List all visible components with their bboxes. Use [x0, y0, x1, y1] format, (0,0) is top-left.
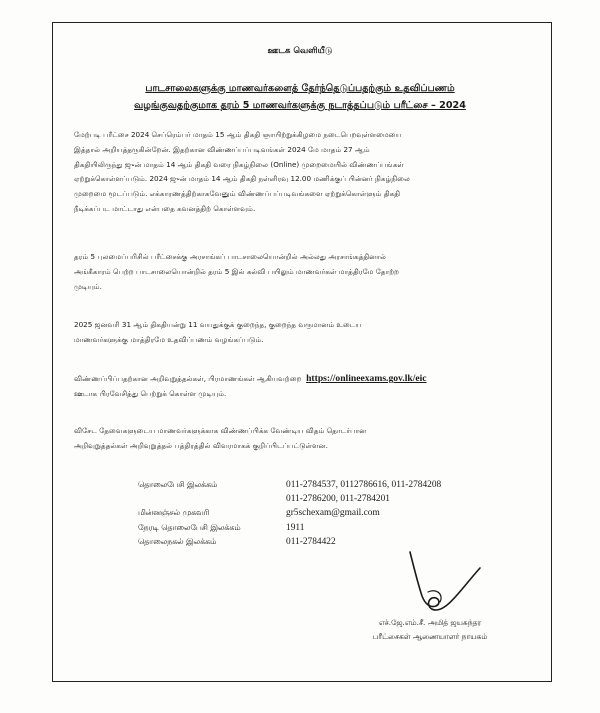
paragraph-line: ஏற்றுக்கொள்ளப்படும். 2024 ஜுன் மாதம் 14 ஆம் திகதி நள்ளிரவு 12.00 மணிக்குப் பின்னர் நிகழ்நிலை — [74, 174, 410, 184]
contact-row — [138, 535, 441, 549]
contact-value: 011-2784537, 0112786616, 011-2784208 — [286, 480, 442, 490]
handwritten-signature — [392, 548, 492, 618]
contact-label — [138, 492, 286, 506]
contact-row — [138, 506, 441, 520]
contact-value: gr5schexam@gmail.com — [286, 508, 380, 519]
paragraph-line: விசேட தேவைகளுடைய மாணவர்களுக்காக விண்ணப்பிக்க வேண்டிய விதம் தொடர்பான — [74, 426, 367, 435]
contact-value: 011-2786200, 011-2784201 — [286, 494, 390, 505]
contact-label: தொலைபேசி இலக்கம் — [138, 480, 218, 489]
paragraph-instructions — [74, 372, 526, 402]
paragraph-line: முடியும். — [74, 281, 102, 291]
paragraph-line — [74, 372, 526, 387]
paragraph-line: முறைமை மூடப்படும். எக்காரணத்திற்காகவேனும் விண்ணப்பப்படிவங்களை ஏற்றுக்கொள்ளும் திகதி — [74, 189, 401, 199]
paragraph-line: ஊடாக பிரவேசித்து பெற்றுக் கொள்ள முடியும். — [74, 388, 227, 398]
signatory-name: எச்.ஜே.எம்.சீ. அமித் ஜயசுந்தர — [378, 618, 482, 627]
contact-label: தொலைநகல் இலக்கம் — [138, 536, 217, 546]
signatory-title: பரீட்சைகள் ஆணையாளர் நாயகம் — [372, 632, 488, 641]
contact-row — [138, 492, 441, 506]
paragraph-line: அறிவுறுத்தல்கள் அறிவுறுத்தல் பத்திரத்தில் விவரமாகக் குறிப்பிடப்பட்டுள்ளன. — [74, 440, 328, 450]
paragraph-line: திகதியிலிருந்து ஜுன் மாதம் 14 ஆம் திகதி வரை நிகழ்நிலை (Online) முறைமையில் விண்ணப்பங்கள் — [74, 159, 404, 169]
paragraph-line: இத்தால் அறியத்தருகின்றேன். இதற்கான விண்ணப்பப்படிவங்கள் 2024 மே மாதம் 27 ஆம் — [74, 144, 370, 154]
exam-website-link[interactable]: https://onlineexams.gov.lk/eic — [306, 373, 427, 384]
signatory-block — [360, 616, 500, 644]
paragraph-special-needs — [74, 424, 526, 454]
contact-label: மின்னஞ்சல் முகவரி — [138, 508, 210, 518]
paragraph-exam-date — [74, 128, 526, 217]
contact-row — [138, 478, 441, 492]
paragraph-line: நீடிக்கப்பட மாட்டாது என்பதை கவனத்திற் கொள்ளவும். — [74, 203, 256, 213]
paragraph-line: தரம் 5 புலமைப்பரிசில் பரீட்சைக்கு அரசாங்கப் பாடசாலையொன்றில் அல்லது அரசாங்கத்தினால் — [74, 252, 386, 261]
paragraph-line: 2025 ஜனவரி 31 ஆம் திகதியன்று 11 வயதுக்குக் குறைந்த, குறைந்த வருமானம் உடைய — [74, 320, 362, 329]
instructions-text: விண்ணப்பிப்பதற்கான அறிவுறுத்தல்கள், பிரமாணங்கள் ஆகியவற்றை — [74, 374, 302, 383]
subject-line-2: வழங்குவதற்குமாக தரம் 5 மாணவர்களுக்கு நடாத்தப்படும் பரீட்சை – 2024 — [134, 100, 466, 111]
paragraph-line: அங்கீகாரம் பெற்ற பாடசாலையொன்றில் தரம் 5 இல் கல்வி பயிலும் மாணவர்கள் மாத்திரமே தோற்ற — [74, 266, 400, 276]
contact-details — [138, 478, 441, 549]
paragraph-scholarship — [74, 318, 526, 348]
paragraph-line: மாணவர்களுக்கு மாத்திரமே உதவிப்பணம் வழங்கப்படும். — [74, 334, 264, 344]
paragraph-line: மேற்படி பரீட்சை 2024 செப்ரெம்பர் மாதம் 15 ஆம் திகதி ஞாயிற்றுக்கிழமை நடைபெறவுள்ளமையை — [74, 130, 402, 139]
contact-value: 011-2784422 — [286, 536, 336, 547]
subject-line-1: பாடசாலைகளுக்கு மாணவர்களைத் தேர்ந்தெடுப்பதற்கும் உதவிப்பணம் — [145, 83, 455, 94]
contact-label: நேரடி தொலைபேசி இலக்கம் — [138, 522, 241, 532]
document-subject — [60, 80, 540, 114]
contact-value: 1911 — [286, 522, 305, 533]
paragraph-eligibility — [74, 250, 526, 294]
document-title: ஊடக வெளியீடு — [267, 46, 333, 56]
contact-row — [138, 521, 441, 535]
